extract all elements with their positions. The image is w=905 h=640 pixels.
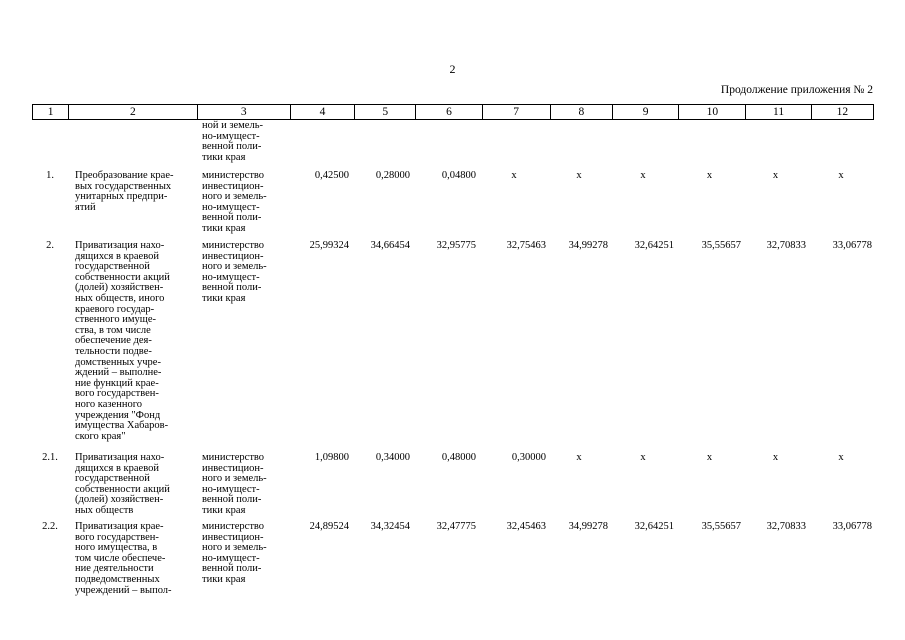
value-col-12: x bbox=[838, 452, 844, 463]
header-col-3: 3 bbox=[197, 105, 290, 120]
row-number: 2.1. bbox=[42, 452, 58, 463]
row-number: 1. bbox=[46, 170, 54, 181]
header-col-10: 10 bbox=[679, 105, 746, 120]
value-col-6: 32,47775 bbox=[436, 521, 476, 532]
measure-name: Преобразование крае- вых государственных унитарных предпри- ятий bbox=[75, 170, 174, 213]
value-col-10: x bbox=[706, 452, 713, 463]
value-col-10: 35,55657 bbox=[701, 240, 741, 251]
value-col-11: x bbox=[772, 170, 779, 181]
value-col-5: 0,34000 bbox=[375, 452, 410, 463]
value-col-7: x bbox=[511, 170, 517, 181]
value-col-8: 34,99278 bbox=[568, 521, 608, 532]
value-col-5: 34,66454 bbox=[370, 240, 410, 251]
value-col-4: 25,99324 bbox=[309, 240, 349, 251]
value-col-8: x bbox=[576, 452, 582, 463]
value-col-4: 1,09800 bbox=[314, 452, 349, 463]
value-col-9: 32,64251 bbox=[634, 521, 674, 532]
row-number: 2.2. bbox=[42, 521, 58, 532]
value-col-7: 32,45463 bbox=[506, 521, 546, 532]
executor-cell: ной и земель- но-имущест- венной поли- тики края bbox=[202, 120, 263, 163]
value-col-10: x bbox=[706, 170, 713, 181]
value-col-7: 32,75463 bbox=[506, 240, 546, 251]
measure-name: Приватизация крае- вого государствен- ного имущества, в том числе обеспече- ние деятельности подведомственных учреждений – выпол- bbox=[75, 521, 172, 596]
table-header bbox=[32, 104, 874, 120]
page-number: 2 bbox=[449, 62, 456, 76]
header-col-11: 11 bbox=[746, 105, 811, 120]
value-col-4: 0,42500 bbox=[314, 170, 349, 181]
value-col-7: 0,30000 bbox=[511, 452, 546, 463]
value-col-9: 32,64251 bbox=[634, 240, 674, 251]
executor-cell: министерство инвестицион- ного и земель- но-имущест- венной поли- тики края bbox=[202, 521, 267, 585]
value-col-11: x bbox=[772, 452, 779, 463]
value-col-11: 32,70833 bbox=[766, 240, 806, 251]
header-col-4: 4 bbox=[290, 105, 354, 120]
header-col-2: 2 bbox=[69, 105, 197, 120]
value-col-12: x bbox=[838, 170, 844, 181]
executor-cell: министерство инвестицион- ного и земель- но-имущест- венной поли- тики края bbox=[202, 170, 267, 234]
value-col-11: 32,70833 bbox=[766, 521, 806, 532]
continuation-note: Продолжение приложения № 2 bbox=[720, 84, 873, 96]
header-col-5: 5 bbox=[355, 105, 416, 120]
header-col-6: 6 bbox=[416, 105, 482, 120]
header-col-12: 12 bbox=[811, 105, 873, 120]
value-col-9: x bbox=[640, 170, 646, 181]
value-col-10: 35,55657 bbox=[701, 521, 741, 532]
value-col-8: 34,99278 bbox=[568, 240, 608, 251]
value-col-9: x bbox=[640, 452, 646, 463]
value-col-5: 0,28000 bbox=[375, 170, 410, 181]
header-col-8: 8 bbox=[550, 105, 612, 120]
value-col-6: 0,48000 bbox=[441, 452, 476, 463]
measure-name: Приватизация нахо- дящихся в краевой государственной собственности акций (долей) хозяйствен- ных обществ bbox=[75, 452, 170, 516]
header-col-7: 7 bbox=[482, 105, 550, 120]
value-col-6: 32,95775 bbox=[436, 240, 476, 251]
value-col-12: 33,06778 bbox=[832, 521, 872, 532]
executor-cell: министерство инвестицион- ного и земель- но-имущест- венной поли- тики края bbox=[202, 452, 267, 516]
value-col-4: 24,89524 bbox=[309, 521, 349, 532]
value-col-8: x bbox=[576, 170, 582, 181]
header-col-1: 1 bbox=[33, 105, 69, 120]
value-col-12: 33,06778 bbox=[832, 240, 872, 251]
row-number: 2. bbox=[46, 240, 54, 251]
value-col-5: 34,32454 bbox=[370, 521, 410, 532]
header-col-9: 9 bbox=[613, 105, 679, 120]
measure-name: Приватизация нахо- дящихся в краевой государственной собственности акций (долей) хозяйствен- ных обществ, иного краевого государ- ственного имуще- ства, в том числе обеспечение дея- тельности подве- домственных учре- ждений – выполне- ние функций крае- вого государствен- ного казенного учреждения "Фонд имущества Хабаров- ского края" bbox=[75, 240, 170, 442]
value-col-6: 0,04800 bbox=[441, 170, 476, 181]
executor-cell: министерство инвестицион- ного и земель- но-имущест- венной поли- тики края bbox=[202, 240, 267, 304]
